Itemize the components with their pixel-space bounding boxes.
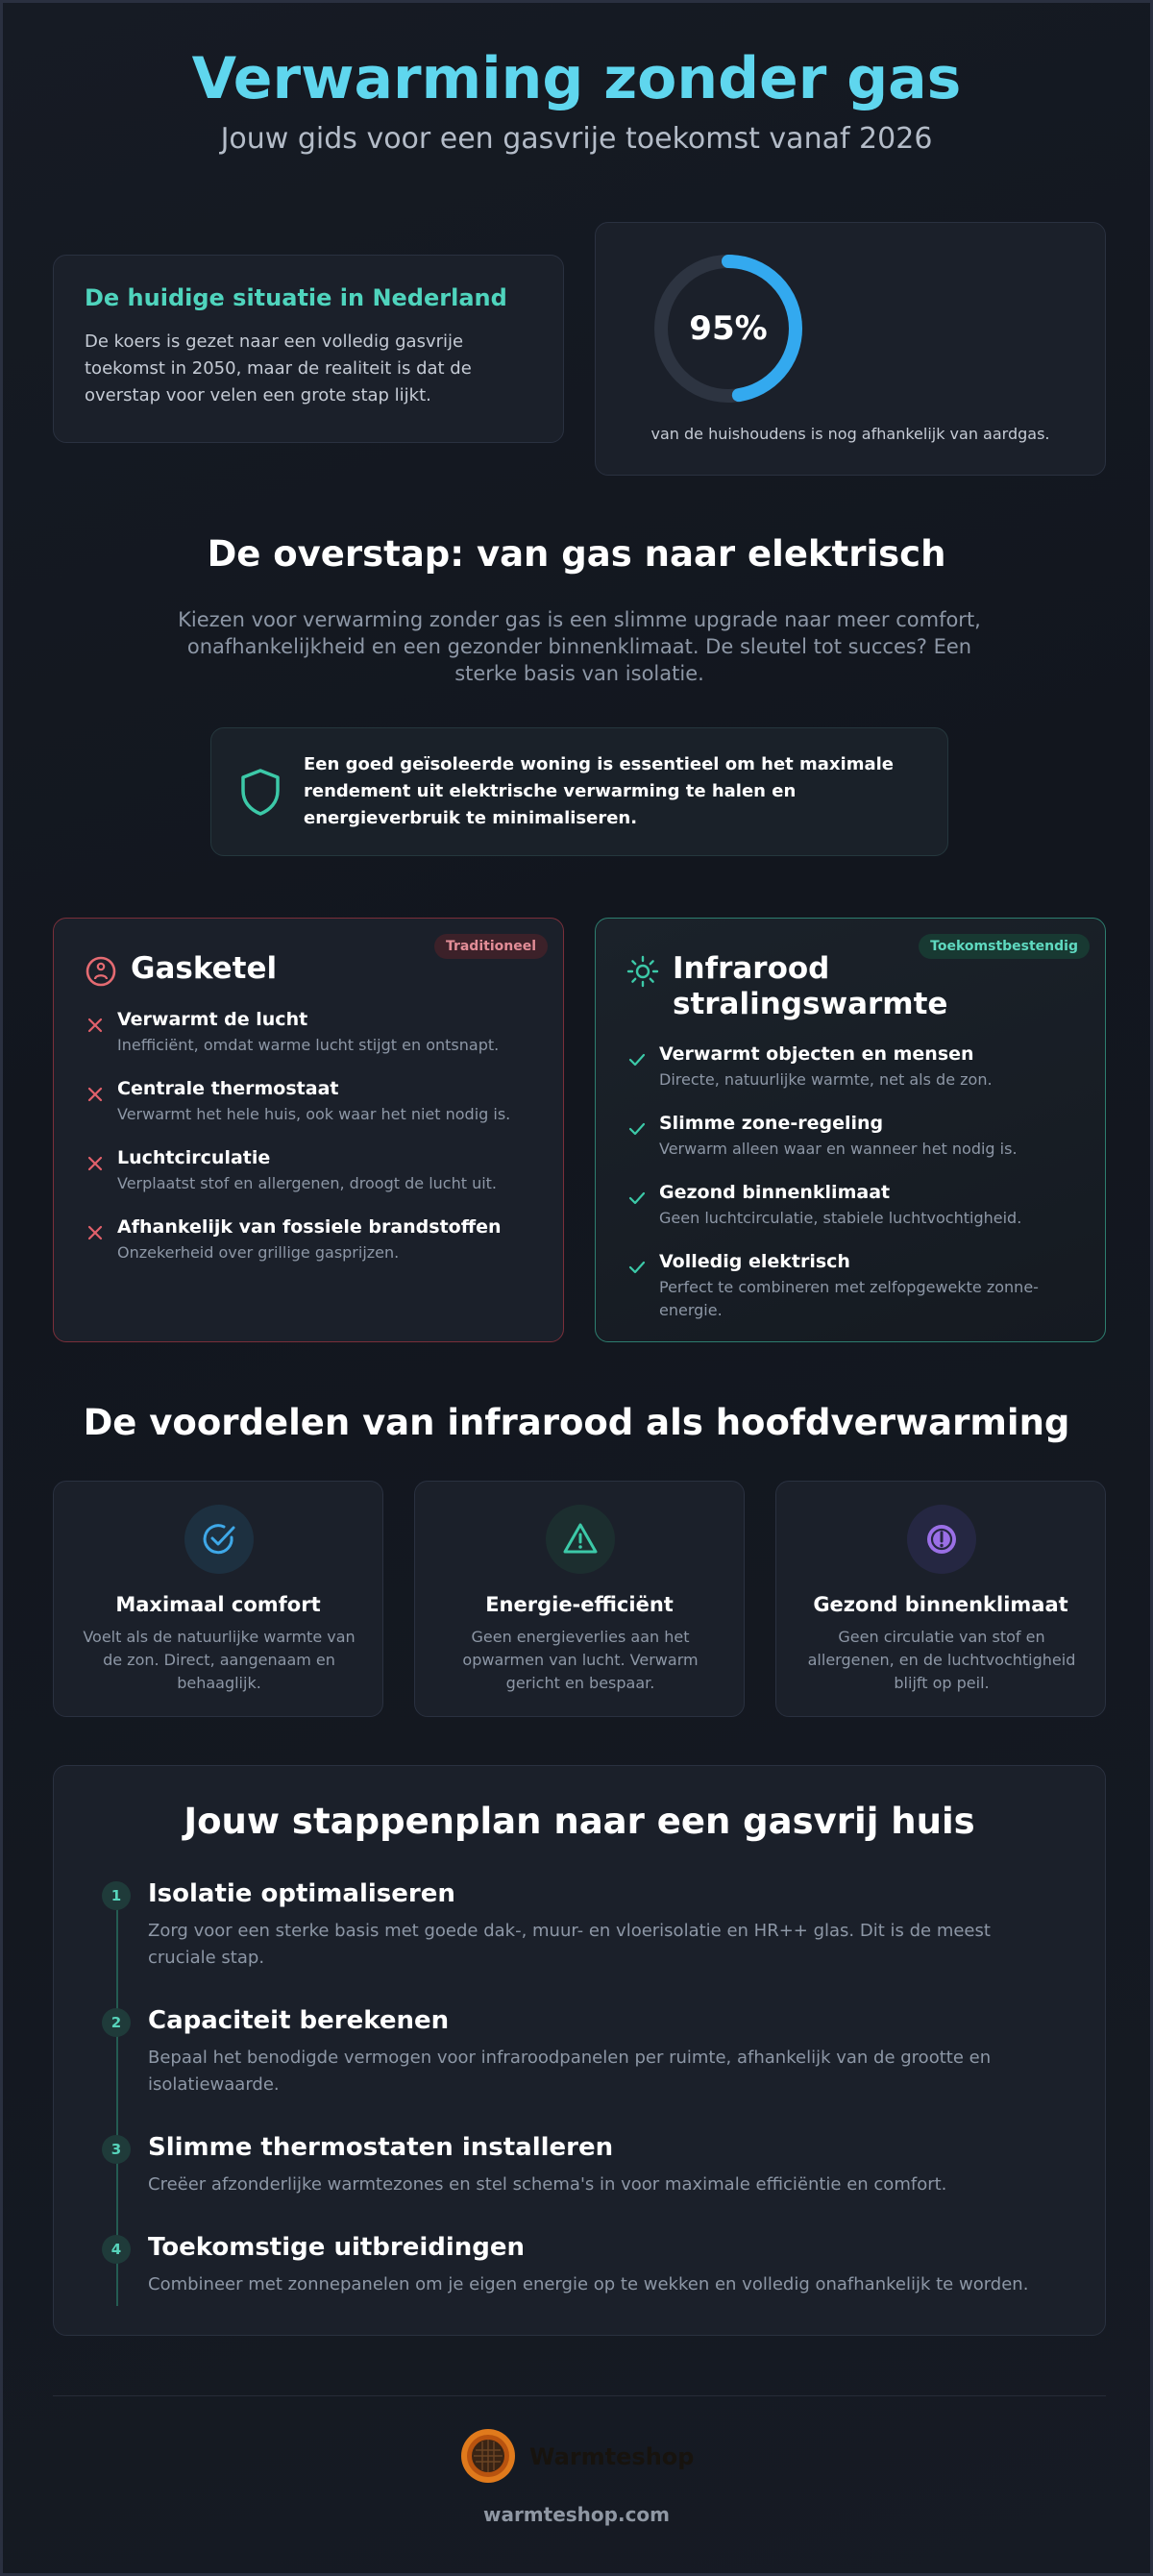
footer-domain-link[interactable]: warmteshop.com [482,2503,671,2526]
shield-icon [238,767,282,817]
insulation-callout [210,727,948,856]
page-title: Verwarming zonder gas [191,45,962,112]
list-item [626,1042,1074,1092]
situation-card [53,255,564,443]
item-text: Directe, natuurlijke warmte, net als de zon. [659,1070,993,1089]
future-proof-badge: Toekomstbestendig [919,934,1090,959]
check-icon [626,1049,648,1070]
list-item [85,1214,532,1264]
item-text: Onzekerheid over grillige gasprijzen. [117,1243,400,1262]
benefits-title: De voordelen van infrarood als hoofdverwarming [83,1402,1070,1443]
gas-burner-icon [85,955,117,988]
list-item [626,1249,1074,1322]
infrared-card [595,918,1106,1342]
item-title: Afhankelijk van fossiele brandstoffen [117,1216,502,1238]
stat-value: 95% [689,309,768,348]
page-subtitle: Jouw gids voor een gasvrije toekomst vanaf 2026 [220,122,933,156]
item-title: Slimme zone-regeling [659,1113,884,1134]
step-number: 3 [102,2135,131,2164]
list-item [85,1076,532,1126]
check-icon [626,1257,648,1278]
callout-text: Een goed geïsoleerde woning is essentieel om het maximale rendement uit elektrische verwarming te halen en energieverbruik te minimaliseren. [304,754,894,828]
situation-title: De huidige situatie in Nederland [85,284,507,311]
logo-icon[interactable] [458,2426,518,2486]
step-text: Combineer met zonnepanelen om je eigen energie op te wekken en volledig onafhankelijk te worden. [148,2274,1029,2294]
step-title: Isolatie optimaliseren [148,1879,455,1908]
step-plan-card [53,1765,1106,2336]
benefit-card-efficiency [414,1481,745,1717]
benefit-text: Geen circulatie van stof en allergenen, en de luchtvochtigheid blijft op peil. [807,1628,1076,1692]
benefit-title: Maximaal comfort [115,1593,321,1616]
item-title: Verwarmt objecten en mensen [659,1043,974,1065]
list-item [85,1145,532,1195]
infrared-title: Infrarood stralingswarmte [673,951,948,1021]
item-text: Perfect te combineren met zelfopgewekte zonne-energie. [659,1278,1039,1319]
benefit-card-comfort [53,1481,383,1717]
list-item [626,1180,1074,1230]
cross-icon [85,1084,106,1105]
item-text: Verwarm alleen waar en wanneer het nodig is. [659,1140,1018,1158]
step-text: Bepaal het benodigde vermogen voor infraroodpanelen per ruimte, afhankelijk van de grootte en isolatiewaarde. [148,2048,992,2095]
footer-divider [53,2395,1106,2396]
traditional-badge: Traditioneel [434,934,548,959]
benefit-text: Geen energieverlies aan het opwarmen van lucht. Verwarm gericht en bespaar. [462,1628,699,1692]
list-item [85,1007,532,1057]
check-circle-icon [184,1505,254,1574]
exclamation-circle-icon [907,1505,976,1574]
step-title: Capaciteit berekenen [148,2006,450,2035]
benefit-title: Gezond binnenklimaat [813,1593,1068,1616]
item-title: Verwarmt de lucht [117,1009,308,1030]
gas-boiler-card [53,918,564,1342]
step-title: Toekomstige uitbreidingen [148,2233,526,2262]
stat-card [595,222,1106,476]
item-title: Gezond binnenklimaat [659,1182,891,1203]
check-icon [626,1118,648,1140]
situation-text: De koers is gezet naar een volledig gasvrije toekomst in 2050, maar de realiteit is dat de overstap voor velen een grote stap lijkt. [85,331,472,405]
step-title: Slimme thermostaten installeren [148,2133,614,2162]
benefit-text: Voelt als de natuurlijke warmte van de zon. Direct, aangenaam en behaaglijk. [83,1628,356,1692]
cross-icon [85,1015,106,1036]
item-text: Geen luchtcirculatie, stabiele luchtvochtigheid. [659,1209,1022,1227]
cross-icon [85,1222,106,1243]
step-number: 1 [102,1881,131,1910]
item-title: Centrale thermostaat [117,1078,339,1099]
item-text: Verplaatst stof en allergenen, droogt de lucht uit. [117,1174,498,1192]
check-icon [626,1188,648,1209]
item-title: Volledig elektrisch [659,1251,850,1272]
item-title: Luchtcirculatie [117,1147,271,1168]
warning-triangle-icon [546,1505,615,1574]
stat-label: van de huishoudens is nog afhankelijk van aardgas. [650,425,1050,443]
transition-intro: Kiezen voor verwarming zonder gas is een slimme upgrade naar meer comfort, onafhankelijkheid en een gezonder binnenklimaat. De sleutel tot succes? Een sterke basis van isolatie. [178,608,981,685]
gas-boiler-list [85,1007,532,1264]
step-plan-title: Jouw stappenplan naar een gasvrij huis [184,1801,975,1842]
benefit-title: Energie-efficiënt [485,1593,674,1616]
cross-icon [85,1153,106,1174]
step-text: Creëer afzonderlijke warmtezones en stel schema's in voor maximale efficiëntie en comfort. [148,2174,947,2195]
gas-boiler-title: Gasketel [131,951,278,986]
step-text: Zorg voor een sterke basis met goede dak-, muur- en vloerisolatie en HR++ glas. Dit is de meest cruciale stap. [148,1921,991,1968]
logo-text[interactable]: Warmteshop [529,2443,695,2470]
item-text: Inefficiënt, omdat warme lucht stijgt en ontsnapt. [117,1036,500,1054]
sun-icon [626,955,659,988]
infrared-list [626,1042,1074,1322]
item-text: Verwarmt het hele huis, ook waar het niet nodig is. [117,1105,511,1123]
benefit-card-climate [775,1481,1106,1717]
step-number: 2 [102,2008,131,2037]
step-number: 4 [102,2235,131,2264]
transition-title: De overstap: van gas naar elektrisch [207,533,946,575]
list-item [626,1111,1074,1161]
